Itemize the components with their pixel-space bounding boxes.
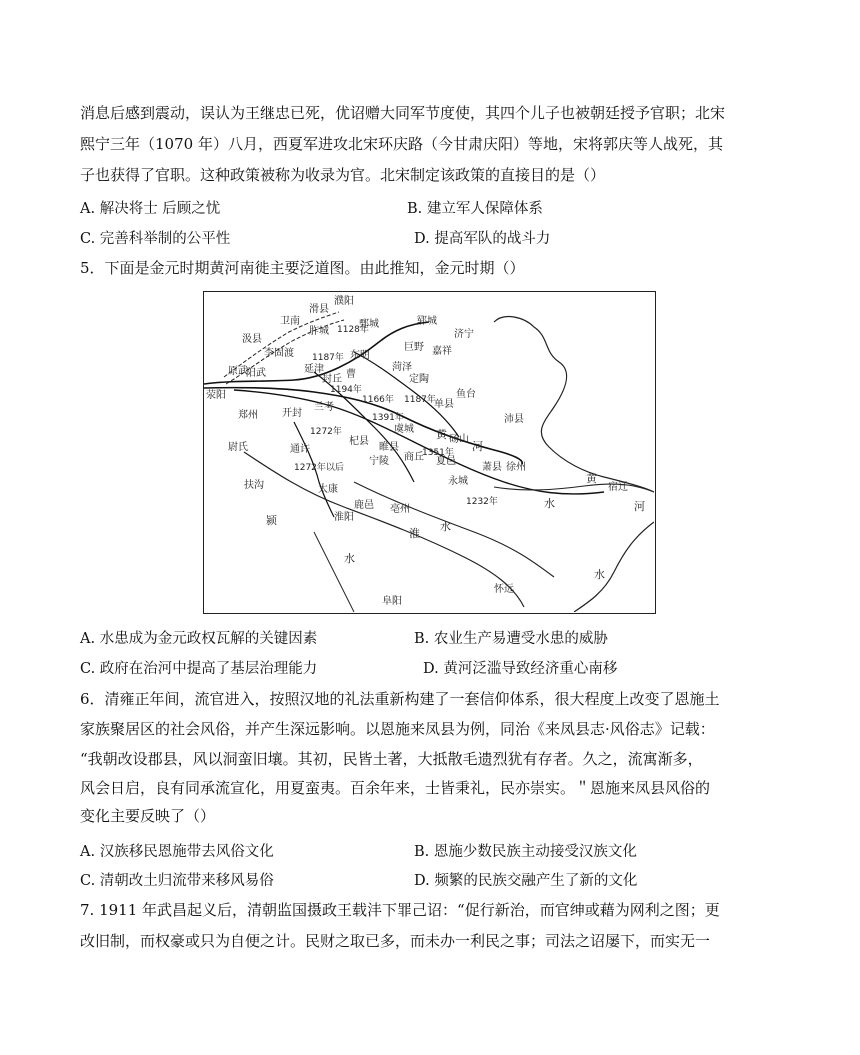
river-channel-1232 xyxy=(234,390,604,494)
place-label: 单县 xyxy=(434,399,454,410)
river-label: 颍 xyxy=(266,514,277,527)
river-label: 水 xyxy=(440,520,451,533)
q4-option-a[interactable]: A. 解决将士 后顾之忧 xyxy=(80,201,221,217)
place-label: 菏泽 xyxy=(392,362,412,373)
place-label: 尉氏 xyxy=(228,442,248,453)
place-label: 砀山 xyxy=(449,434,469,445)
year-label: 1194年 xyxy=(330,385,362,395)
place-label: 夏邑 xyxy=(436,456,456,467)
place-label: 卫南 xyxy=(280,316,300,327)
place-label: 曹 xyxy=(346,369,356,380)
place-label: 怀远 xyxy=(494,584,514,595)
place-label: 东明 xyxy=(350,350,370,361)
q4-option-c[interactable]: C. 完善科举制的公平性 xyxy=(80,231,231,247)
river-label: 水 xyxy=(544,497,555,510)
ying-river xyxy=(244,452,524,607)
river-labels xyxy=(266,427,645,581)
year-label: 1187年 xyxy=(312,353,344,363)
place-label: 阜阳 xyxy=(382,596,402,607)
place-label: 萧县 xyxy=(482,462,502,473)
place-label: 杞县 xyxy=(349,436,369,447)
huai-river xyxy=(494,484,654,492)
q5-option-b[interactable]: B. 农业生产易遭受水患的威胁 xyxy=(414,631,608,647)
river-label: 淮 xyxy=(409,527,420,540)
q7-line-1: 7. 1911 年武昌起义后，清朝监国摄政王载沣下罪己诏：“促行新治，而官绅或藉为网利之图；更 xyxy=(80,901,720,919)
year-label: 1128年 xyxy=(337,325,369,335)
river-label: 河 xyxy=(634,500,645,513)
river-label: 河 xyxy=(472,440,483,453)
place-label: 胙城 xyxy=(309,326,329,337)
q6-option-c[interactable]: C. 清朝改土归流带来移风易俗 xyxy=(80,873,274,889)
year-label: 1391年 xyxy=(372,413,404,423)
year-label: 1272年 xyxy=(310,427,342,437)
map-svg xyxy=(204,292,654,612)
place-label: 兰考 xyxy=(314,402,334,413)
q6-line-1: 6．清雍正年间，流官进入，按照汉地的礼法重新构建了一套信仰体系，很大程度上改变了恩施土 xyxy=(80,690,720,708)
year-label: 1166年 xyxy=(362,395,394,405)
place-label: 商丘 xyxy=(404,452,424,463)
place-label: 鹿邑 xyxy=(354,500,374,511)
river-label: 黄 xyxy=(586,472,597,485)
place-label: 亳州 xyxy=(390,504,410,515)
place-label: 通许 xyxy=(290,444,310,455)
q6-option-d[interactable]: D. 频繁的民族交融产生了新的文化 xyxy=(414,873,638,889)
place-label: 滑县 xyxy=(309,304,329,315)
place-label: 巨野 xyxy=(404,342,424,353)
year-label: 1232年 xyxy=(466,497,498,507)
yellow-river-map xyxy=(203,291,656,614)
place-label: 定陶 xyxy=(409,374,429,385)
q4-option-d[interactable]: D. 提高军队的战斗力 xyxy=(414,231,551,247)
q7-line-2: 改旧制，而权豪或只为自便之计。民财之取已多，而未办一利民之事；司法之诏屡下，而实无一 xyxy=(80,932,711,950)
year-label: 1272年以后 xyxy=(294,463,344,473)
place-label: 睢县 xyxy=(379,442,399,453)
place-label: 原武 xyxy=(228,366,248,377)
q6-line-5: 变化主要反映了（） xyxy=(80,807,216,825)
place-label: 虞城 xyxy=(394,424,414,435)
place-label: 郓城 xyxy=(417,316,437,327)
place-label: 开封 xyxy=(282,408,302,419)
place-label: 淮阳 xyxy=(334,512,354,523)
year-label: 1187年 xyxy=(404,395,436,405)
place-label: 荥阳 xyxy=(206,390,226,401)
q5-option-a[interactable]: A. 水患成为金元政权瓦解的关键因素 xyxy=(80,631,318,647)
q4-option-b[interactable]: B. 建立军人保障体系 xyxy=(407,201,543,217)
q4-line-1: 消息后感到震动，误认为王继忠已死，优诏赠大同军节度使，其四个儿子也被朝廷授予官职；北宋 xyxy=(80,104,726,122)
place-label: 郑州 xyxy=(238,410,258,421)
place-label: 嘉祥 xyxy=(432,346,452,357)
place-labels xyxy=(206,294,628,607)
guo-river xyxy=(354,482,554,577)
place-label: 汲县 xyxy=(242,334,262,345)
place-label: 宿迁 xyxy=(608,482,628,493)
place-label: 延津 xyxy=(304,364,324,375)
q4-line-2: 熙宁三年（1070 年）八月，西夏军进攻北宋环庆路（今甘肃庆阳）等地，宋将郭庆等人战死，其 xyxy=(80,135,723,153)
river-label: 水 xyxy=(594,568,605,581)
place-label: 徐州 xyxy=(506,462,526,473)
q6-line-3: “我朝改设郡县，风以洞蛮旧壤。其初，民皆土著，大抵散毛遗烈犹有存者。久之，流寓渐多， xyxy=(80,750,703,768)
q5-stem: 5．下面是金元时期黄河南徙主要泛道图。由此推知，金元时期（） xyxy=(80,259,525,277)
river-label: 黄 xyxy=(436,428,447,441)
q6-line-2: 家族聚居区的社会风俗，并产生深远影响。以恩施来凤县为例，同治《来凤县志·风俗志》记载： xyxy=(80,720,715,738)
q6-line-4: 风会日启，良有同承流宣化，用夏蛮夷。百余年来，士皆秉礼，民亦崇实。＂恩施来凤县风俗的 xyxy=(80,779,711,797)
q6-option-a[interactable]: A. 汉族移民恩施带去风俗文化 xyxy=(80,844,274,860)
q5-option-c[interactable]: C. 政府在治河中提高了基层治理能力 xyxy=(80,661,318,677)
place-label: 济宁 xyxy=(454,329,474,340)
place-label: 李固渡 xyxy=(264,348,294,359)
q4-line-3: 子也获得了官职。这种政策被称为收录为官。北宋制定该政策的直接目的是（） xyxy=(80,166,606,184)
place-label: 扶沟 xyxy=(244,480,264,491)
coastline-south xyxy=(574,522,654,612)
place-label: 封丘 xyxy=(322,374,342,385)
q5-option-d[interactable]: D. 黄河泛滥导致经济重心南移 xyxy=(423,661,618,677)
year-label: 1351年 xyxy=(422,448,454,458)
place-label: 濮阳 xyxy=(334,296,354,307)
river-label: 水 xyxy=(344,552,355,565)
place-label: 宁陵 xyxy=(369,456,389,467)
place-label: 沛县 xyxy=(504,414,524,425)
place-label: 鄄城 xyxy=(359,319,379,330)
place-label: 永城 xyxy=(448,476,468,487)
sha-river xyxy=(314,532,354,612)
place-label: 太康 xyxy=(318,484,338,495)
place-label: 阳武 xyxy=(246,368,266,379)
place-label: 鱼台 xyxy=(456,389,476,400)
q6-option-b[interactable]: B. 恩施少数民族主动接受汉族文化 xyxy=(414,844,637,860)
